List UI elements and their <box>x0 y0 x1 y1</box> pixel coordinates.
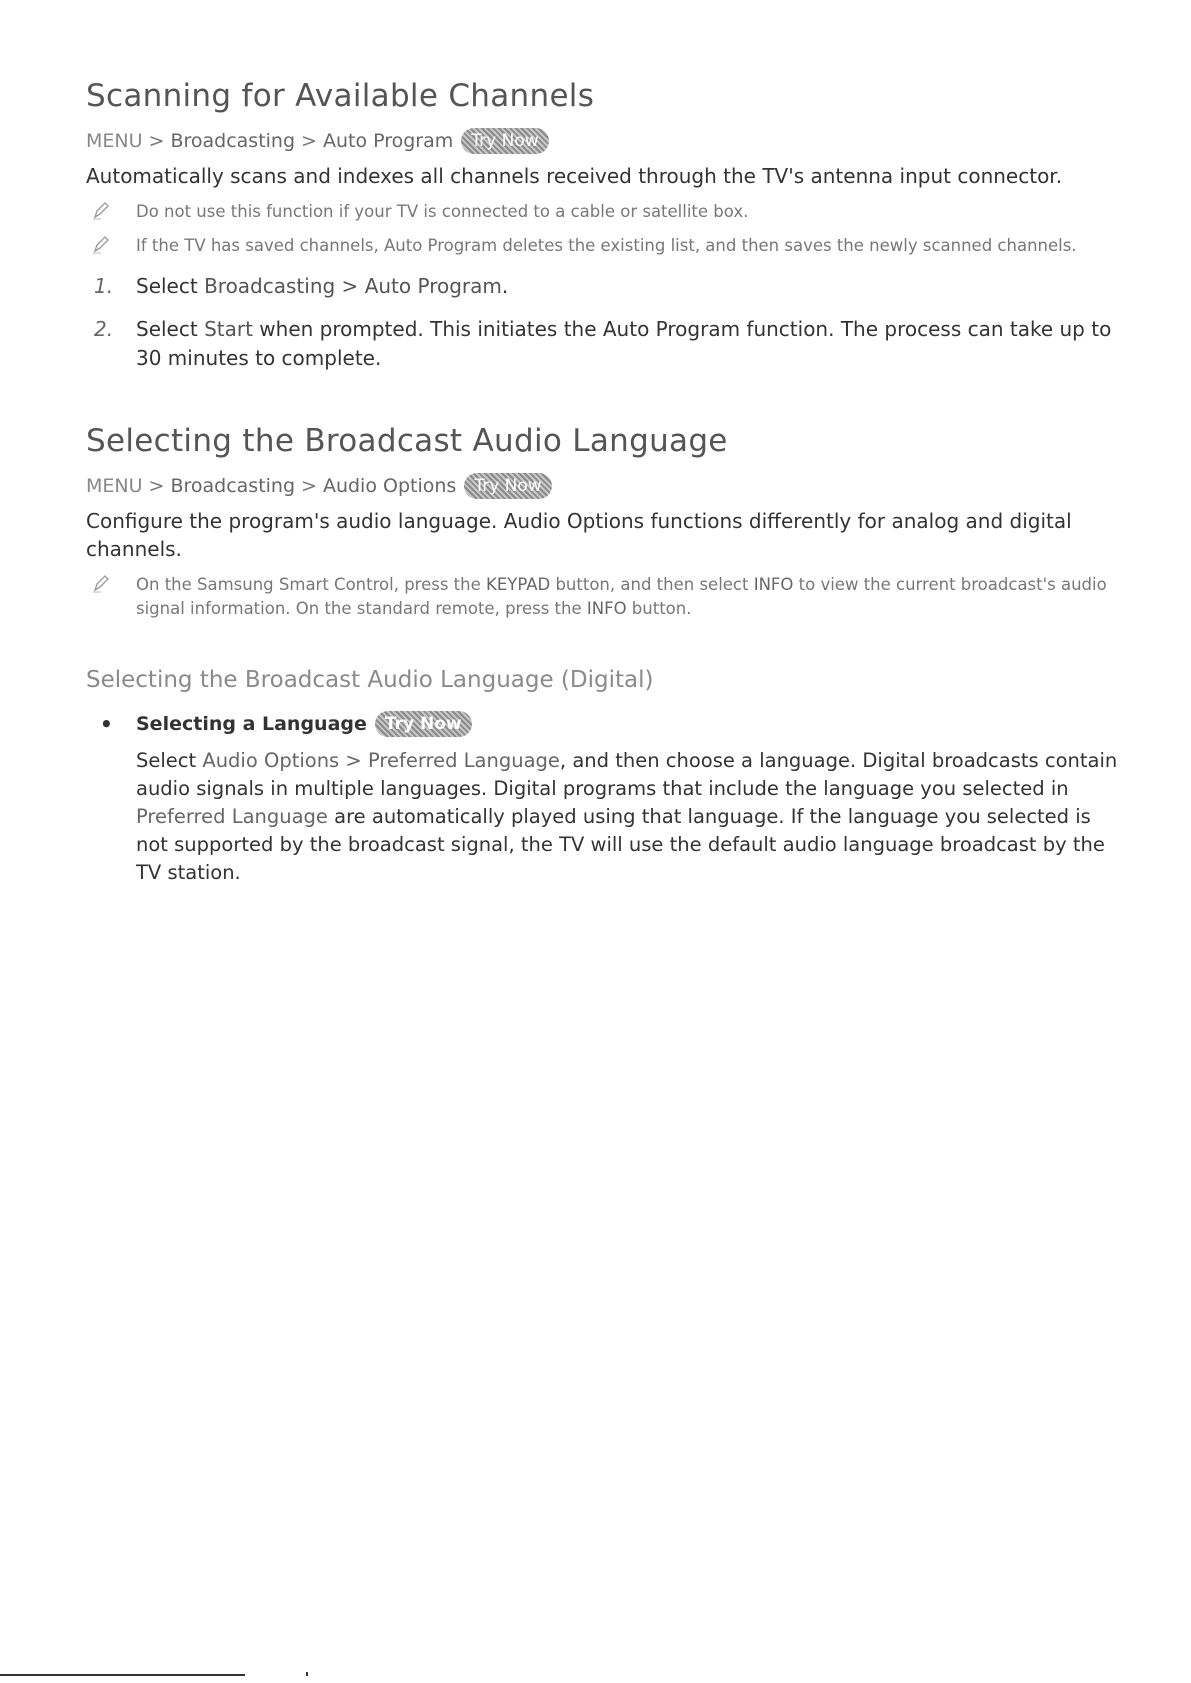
footer-tick <box>306 1672 308 1676</box>
crumb-broadcasting: Broadcasting <box>170 130 296 152</box>
crumb-menu: MENU <box>86 130 143 152</box>
note-text: On the Samsung Smart Control, press the KEYPAD button, and then select INFO to view the current broadcast's audio signal information. On the standard remote, press the INFO button. <box>136 575 1107 618</box>
step-item <box>86 315 1126 373</box>
chevron-right-icon: > <box>148 475 165 497</box>
section-description: Configure the program's audio language. Audio Options functions differently for analog and digital channels. <box>86 509 1072 561</box>
bullet-label: Selecting a Language <box>136 713 367 735</box>
note-text: Do not use this function if your TV is connected to a cable or satellite box. <box>136 202 749 221</box>
section-description: Automatically scans and indexes all channels received through the TV's antenna input connector. <box>86 164 1063 188</box>
bullet-paragraph: Select Audio Options > Preferred Language, and then choose a language. Digital broadcasts contain audio signals in multiple languages. Digital programs that include the language you selected in Preferred Language are automatically played using that language. If the language you selected is not supported by the broadcast signal, the TV will use the default audio language broadcast by the TV station. <box>136 749 1118 884</box>
chevron-right-icon: > <box>301 130 317 152</box>
step-number: 2. <box>94 317 114 341</box>
footer-rule <box>0 1674 245 1676</box>
crumb-auto-program: Auto Program <box>322 130 454 152</box>
step-number: 1. <box>94 274 114 298</box>
note-item <box>86 200 1126 224</box>
step-text: Select Broadcasting > Auto Program. <box>136 274 509 298</box>
section-title-audio-language: Selecting the Broadcast Audio Language <box>86 423 728 459</box>
subsection-title: Selecting the Broadcast Audio Language (Digital) <box>86 667 654 693</box>
try-now-button[interactable]: Try Now <box>375 711 472 737</box>
section-audio-language-digital <box>86 667 1126 887</box>
breadcrumb-auto-program <box>86 128 1126 154</box>
step-item <box>86 272 1126 301</box>
note-item <box>86 234 1126 258</box>
note-text: If the TV has saved channels, Auto Program deletes the existing list, and then saves the newly scanned channels. <box>136 236 1077 255</box>
bullet-icon: • <box>100 712 113 736</box>
manual-page <box>86 78 1126 887</box>
note-item <box>86 573 1126 621</box>
chevron-right-icon: > <box>148 130 165 152</box>
try-now-button[interactable]: Try Now <box>461 128 548 154</box>
pencil-note-icon <box>86 573 136 621</box>
try-now-button[interactable]: Try Now <box>464 473 551 499</box>
crumb-menu: MENU <box>86 475 143 497</box>
bullet-item <box>86 711 1126 737</box>
step-text: Select Start when prompted. This initiates the Auto Program function. The process can take up to 30 minutes to complete. <box>136 317 1112 370</box>
section-audio-language <box>86 423 1126 621</box>
breadcrumb-audio-options <box>86 473 1126 499</box>
crumb-audio-options: Audio Options <box>322 475 457 497</box>
pencil-note-icon <box>86 200 136 224</box>
chevron-right-icon: > <box>301 475 317 497</box>
crumb-broadcasting: Broadcasting <box>170 475 296 497</box>
section-title-scanning: Scanning for Available Channels <box>86 78 595 114</box>
pencil-note-icon <box>86 234 136 258</box>
